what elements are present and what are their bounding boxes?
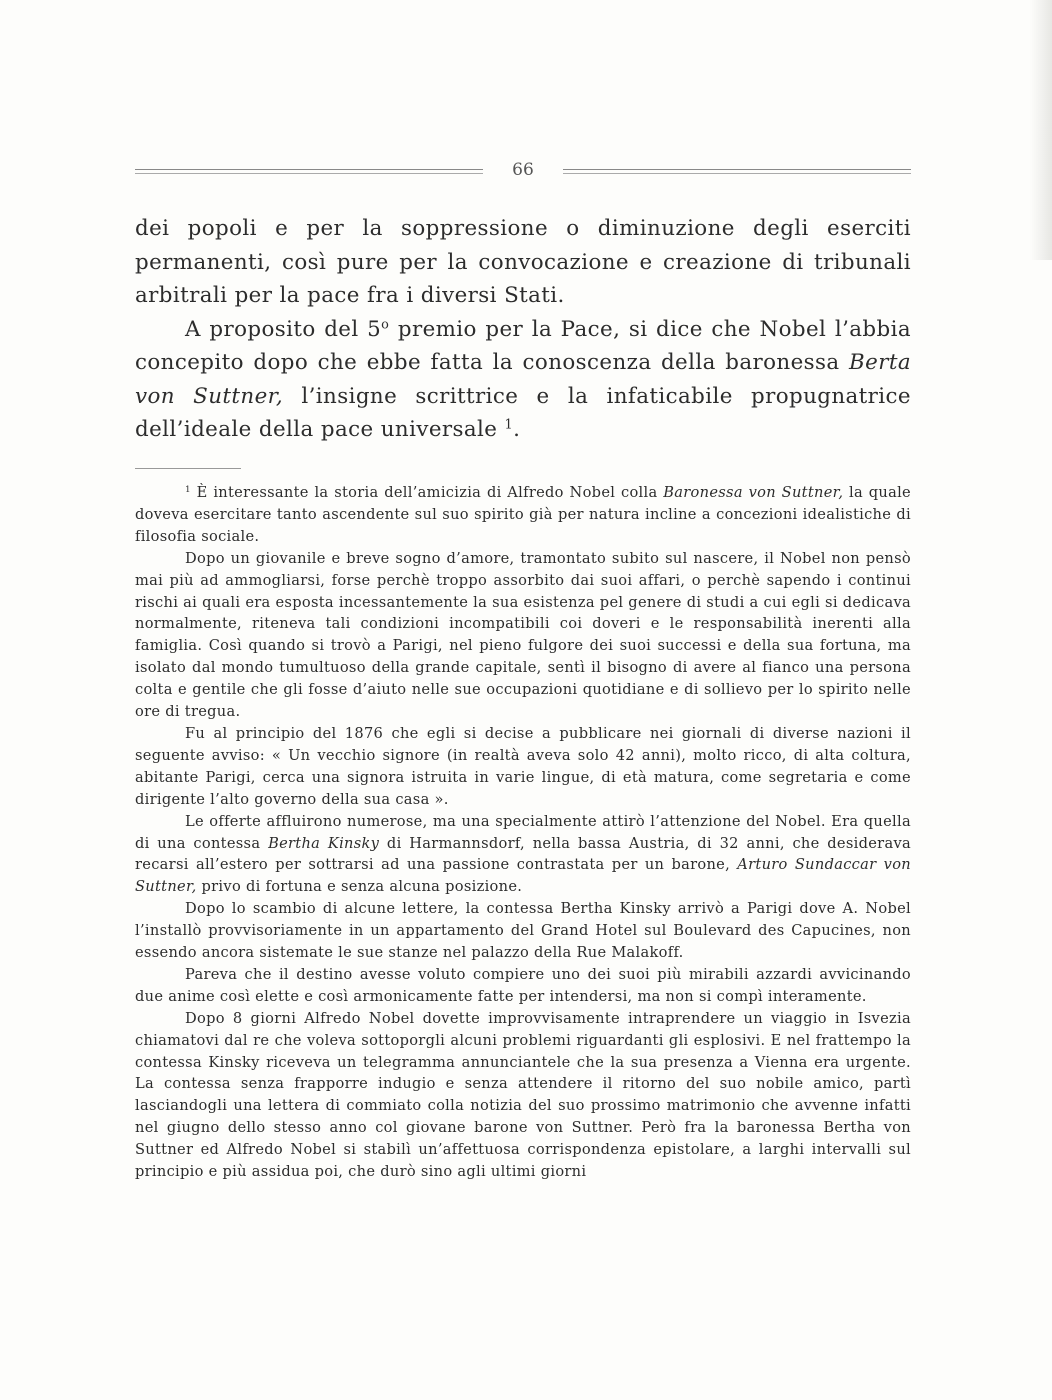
footnote-paragraph-3: Fu al principio del 1876 che egli si decise a pubblicare nei giornali di diverse nazioni il seguente avviso: « Un vecchio signore (in realtà aveva solo 42 anni), molto ricco, di alta coltura, abitante Parigi, cerca una signora istruita in varie lingue, di età matura, come segretaria e come dirigente l’alto governo della sua casa ».: [135, 724, 911, 808]
footnotes: [135, 482, 911, 1183]
footnote-1: $^1$ È interessante la storia dell’amicizia di Alfredo Nobel colla Baronessa von Suttner, la quale doveva esercitare tanto ascendente sul suo spirito già per natura incline a concezioni idealistiche di filosofia sociale.: [135, 484, 911, 545]
footnote-paragraph-7: Dopo 8 giorni Alfredo Nobel dovette improvvisamente intraprendere un viaggio in Isvezia chiamatovi dal re che voleva sottoporgli alcuni problemi riguardanti gli esplosivi. E nel frattempo la contessa Kinsky riceveva un telegramma annunciantele che la sua presenza a Vienna era urgente. La contessa senza frapporre indugio e senza attendere il ritorno del suo nobile amico, partì lasciandogli una lettera di commiato colla notizia del suo prossimo matrimonio che avvenne infatti nel giugno dello stesso anno col giovane barone von Suttner. Però fra la baronessa Bertha von Suttner ed Alfredo Nobel si stabilì un’affettuosa corrispondenza epistolare, a larghi intervalli sul principio e più assidua poi, che durò sino agli ultimi giorni: [135, 1009, 911, 1181]
footnote-paragraph-4: Le offerte affluirono numerose, ma una specialmente attirò l’attenzione del Nobel. Era quella di una contessa Bertha Kinsky di Harmannsdorf, nella bassa Austria, di 32 anni, che desiderava recarsi all’estero per sottrarsi ad una passione contrastata per un barone, Arturo Sundaccar von Suttner, privo di fortuna e senza alcuna posizione.: [135, 812, 912, 896]
page-number: 66: [512, 160, 534, 180]
scan-edge-shadow: [1030, 0, 1052, 260]
footnote-separator: [135, 468, 241, 469]
footnote-paragraph-2: Dopo un giovanile e breve sogno d’amore, tramontato subito sul nascere, il Nobel non pensò mai più ad ammogliarsi, forse perchè troppo assorbito dai suoi affari, o perchè sapendo i continui rischi ai quali era esposta incessantemente la sua esistenza pel genere di studi a cui egli si dedicava normalmente, riteneva tali condizioni incompatibili coi doveri e le responsabilità inerenti alla famiglia. Così quando si trovò a Parigi, nel pieno fulgore dei suoi successi e della sua fortuna, ma isolato dal mondo tumultuoso della grande capitale, sentì il bisogno di avere al fianco una persona colta e gentile che gli fosse d’aiuto nelle sue occupazioni quotidiane e di sollievo per lo spirito nelle ore di tregua.: [135, 549, 911, 721]
ordinal-marker: o: [381, 316, 390, 332]
header-rule-left: [135, 169, 483, 174]
footnote-marker: 1: [185, 484, 191, 495]
footnote-paragraph-5: Dopo lo scambio di alcune lettere, la contessa Bertha Kinsky arrivò a Parigi dove A. Nobel l’installò provvisoriamente in un appartamento del Grand Hotel sul Boulevard des Capucines, non essendo ancora sistemate le sue stanze nel palazzo della Rue Malakoff.: [135, 900, 911, 962]
page-header: [135, 160, 911, 182]
paragraph-2: A proposito del 5$^o$ premio per la Pace, si dice che Nobel l’abbia concepito dopo che ebbe fatta la conoscenza della baronessa Berta von Suttner, l’insigne scrittrice e la infaticabile propugnatrice dell’ideale della pace universale $^1$.: [135, 316, 911, 442]
footnote-paragraph-6: Pareva che il destino avesse voluto compiere uno dei suoi più mirabili azzardi avvicinando due anime così elette e così armonicamente fatte per intendersi, ma non si compì interamente.: [135, 965, 911, 1005]
paragraph-1: dei popoli e per la soppressione o diminuzione degli eserciti permanenti, così pure per la convocazione e creazione di tribunali arbitrali per la pace fra i diversi Stati.: [135, 216, 911, 308]
name-baronessa-von-suttner: Baronessa von Suttner,: [663, 484, 844, 501]
header-rule-right: [563, 169, 911, 174]
footnote-reference[interactable]: 1: [504, 417, 514, 433]
name-bertha-kinsky: Bertha Kinsky: [268, 834, 380, 852]
main-text: [135, 212, 911, 447]
name-berta-von-suttner: Berta von Suttner,: [135, 350, 911, 409]
name-arturo-sundaccar-von-suttner: Arturo Sundaccar von Suttner,: [135, 856, 911, 896]
